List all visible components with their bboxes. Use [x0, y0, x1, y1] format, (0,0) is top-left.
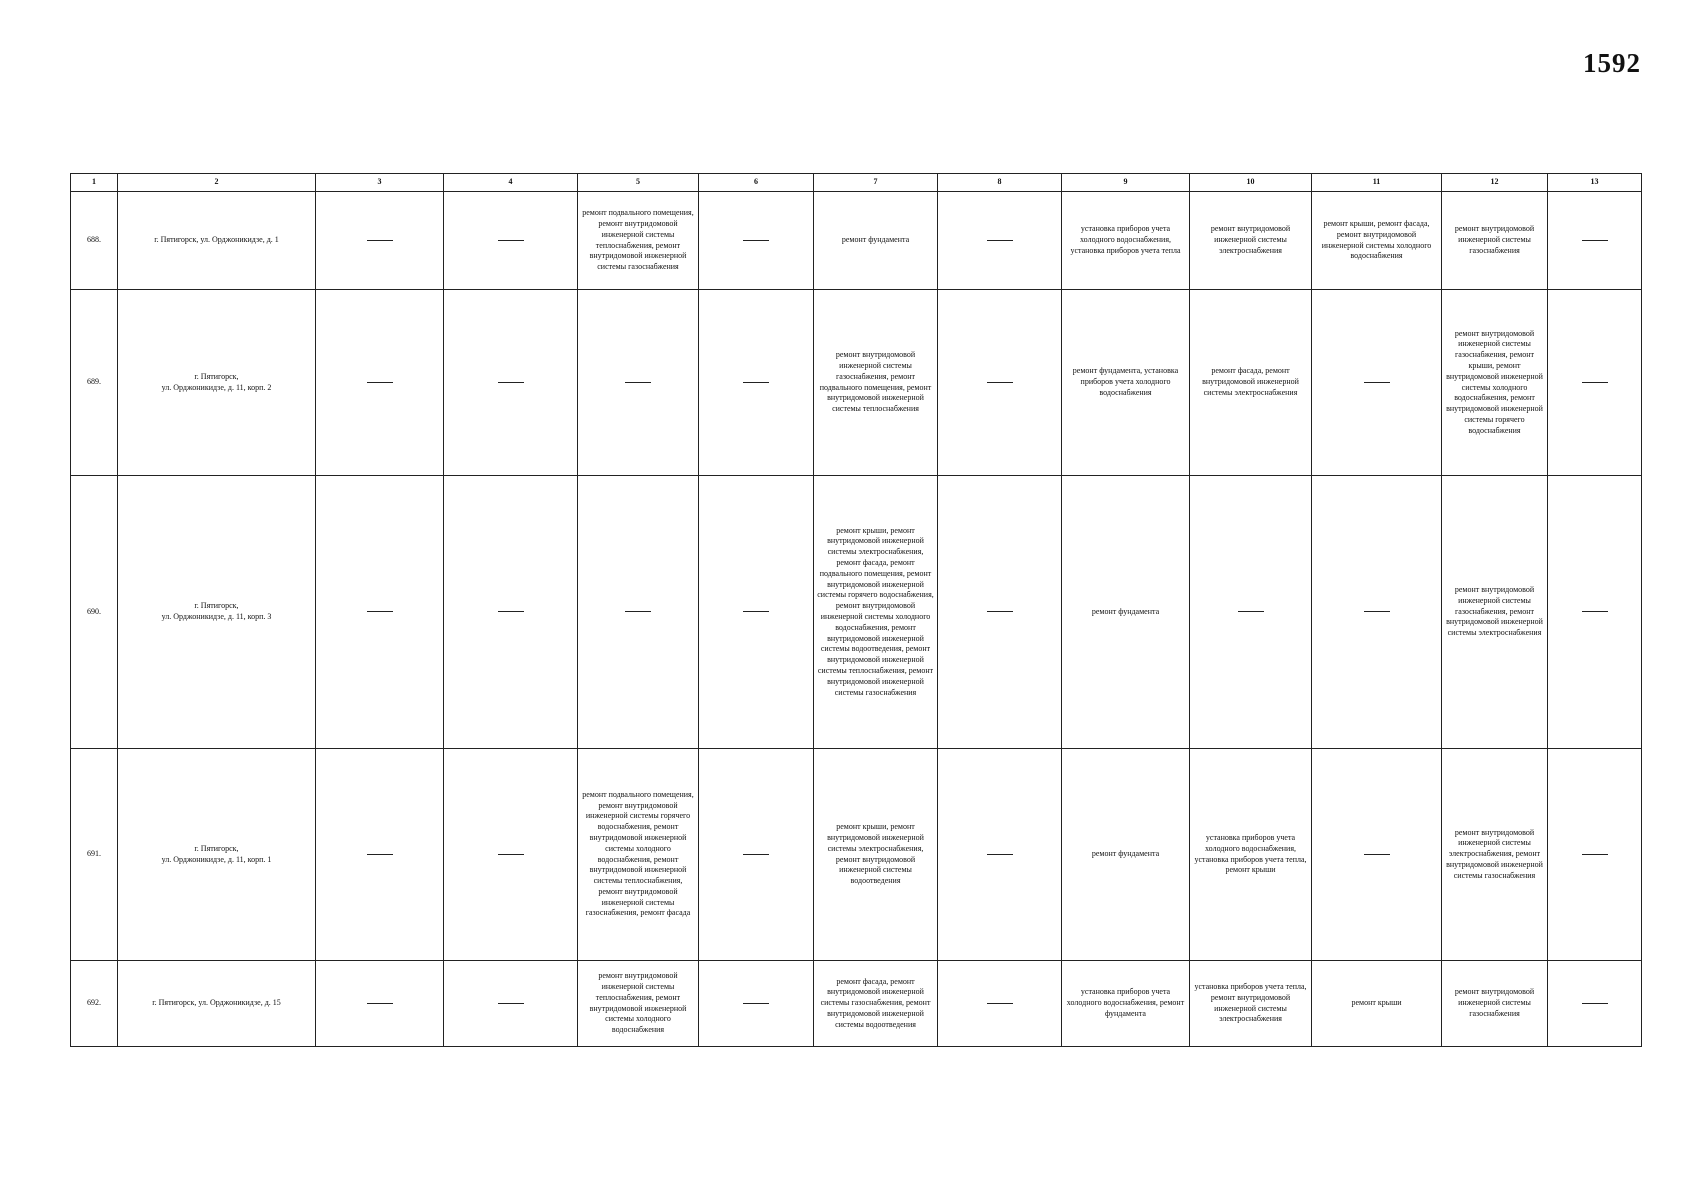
work-description-cell: ремонт крыши — [1312, 961, 1442, 1047]
empty-dash-cell — [699, 961, 814, 1047]
work-description-cell: ремонт фундамента — [1062, 749, 1190, 961]
address-cell — [118, 749, 316, 961]
col-header: 5 — [578, 174, 699, 192]
address-cell — [118, 192, 316, 290]
empty-dash-cell — [938, 476, 1062, 749]
work-description-cell: ремонт внутридомовой инженерной системы газоснабжения — [1442, 961, 1548, 1047]
empty-dash-cell — [316, 192, 444, 290]
dash-mark — [1582, 854, 1608, 855]
empty-dash-cell — [699, 749, 814, 961]
empty-dash-cell — [1312, 290, 1442, 476]
dash-mark — [498, 611, 524, 612]
dash-mark — [1238, 611, 1264, 612]
col-header: 13 — [1548, 174, 1642, 192]
dash-mark — [498, 854, 524, 855]
dash-mark — [367, 1003, 393, 1004]
col-header: 6 — [699, 174, 814, 192]
dash-mark — [987, 854, 1013, 855]
dash-mark — [1582, 611, 1608, 612]
empty-dash-cell — [316, 290, 444, 476]
work-description-cell: ремонт фундамента, установка приборов учета холодного водоснабжения — [1062, 290, 1190, 476]
table-row — [71, 192, 1642, 290]
row-number: 690. — [71, 476, 118, 749]
dash-mark — [498, 382, 524, 383]
table-row — [71, 290, 1642, 476]
row-number: 692. — [71, 961, 118, 1047]
row-number: 689. — [71, 290, 118, 476]
col-header: 11 — [1312, 174, 1442, 192]
dash-mark — [1364, 382, 1390, 383]
dash-mark — [743, 240, 769, 241]
address-line: ул. Орджоникидзе, д. 11, корп. 1 — [161, 854, 272, 864]
empty-dash-cell — [578, 290, 699, 476]
dash-mark — [743, 611, 769, 612]
dash-mark — [1364, 611, 1390, 612]
work-description-cell: установка приборов учета тепла, ремонт внутридомовой инженерной системы электроснабжения — [1190, 961, 1312, 1047]
empty-dash-cell — [444, 290, 578, 476]
dash-mark — [367, 611, 393, 612]
work-description-cell: ремонт подвального помещения, ремонт внутридомовой инженерной системы горячего водоснабжения, ремонт внутридомовой инженерной системы холодного водоснабжения, ремонт внутридомовой инженерной системы теплоснабжения, ремонт внутридомовой инженерной системы газоснабжения, ремонт фасада — [578, 749, 699, 961]
address-cell — [118, 290, 316, 476]
table-row — [71, 749, 1642, 961]
address-line: ул. Орджоникидзе, д. 11, корп. 2 — [161, 382, 272, 392]
work-description-cell: ремонт подвального помещения, ремонт внутридомовой инженерной системы теплоснабжения, ремонт внутридомовой инженерной системы газоснабжения — [578, 192, 699, 290]
col-header: 7 — [814, 174, 938, 192]
empty-dash-cell — [1548, 749, 1642, 961]
empty-dash-cell — [1190, 476, 1312, 749]
work-description-cell: ремонт крыши, ремонт внутридомовой инженерной системы электроснабжения, ремонт фасада, ремонт подвального помещения, ремонт внутридомовой инженерной системы горячего водоснабжения, ремонт внутридомовой инженерной системы холодного водоснабжения, ремонт внутридомовой инженерной системы водоотведения, ремонт внутридомовой инженерной системы теплоснабжения, ремонт внутридомовой инженерной системы газоснабжения — [814, 476, 938, 749]
dash-mark — [743, 1003, 769, 1004]
table-body — [71, 192, 1642, 1047]
work-description-cell: ремонт фасада, ремонт внутридомовой инженерной системы электроснабжения — [1190, 290, 1312, 476]
empty-dash-cell — [444, 749, 578, 961]
empty-dash-cell — [699, 290, 814, 476]
work-description-cell: ремонт внутридомовой инженерной системы газоснабжения — [1442, 192, 1548, 290]
empty-dash-cell — [1548, 192, 1642, 290]
row-number: 691. — [71, 749, 118, 961]
empty-dash-cell — [444, 476, 578, 749]
empty-dash-cell — [1548, 290, 1642, 476]
empty-dash-cell — [1312, 749, 1442, 961]
dash-mark — [367, 382, 393, 383]
empty-dash-cell — [316, 749, 444, 961]
dash-mark — [1582, 1003, 1608, 1004]
dash-mark — [625, 382, 651, 383]
table-row — [71, 476, 1642, 749]
empty-dash-cell — [316, 476, 444, 749]
address-line: г. Пятигорск, — [194, 843, 239, 853]
work-description-cell: установка приборов учета холодного водоснабжения, установка приборов учета тепла — [1062, 192, 1190, 290]
work-description-cell: установка приборов учета холодного водоснабжения, ремонт фундамента — [1062, 961, 1190, 1047]
dash-mark — [743, 854, 769, 855]
empty-dash-cell — [938, 961, 1062, 1047]
empty-dash-cell — [1548, 961, 1642, 1047]
work-description-cell: ремонт фасада, ремонт внутридомовой инженерной системы газоснабжения, ремонт внутридомовой инженерной системы водоотведения — [814, 961, 938, 1047]
address-line: г. Пятигорск, — [194, 601, 239, 611]
col-header: 8 — [938, 174, 1062, 192]
address-line: ул. Орджоникидзе, д. 11, корп. 3 — [161, 612, 272, 621]
empty-dash-cell — [316, 961, 444, 1047]
work-description-cell: установка приборов учета холодного водоснабжения, установка приборов учета тепла, ремонт крыши — [1190, 749, 1312, 961]
address-line: г. Пятигорск, ул. Орджоникидзе, д. 1 — [154, 235, 279, 245]
col-header: 2 — [118, 174, 316, 192]
empty-dash-cell — [1312, 476, 1442, 749]
empty-dash-cell — [699, 476, 814, 749]
empty-dash-cell — [1548, 476, 1642, 749]
empty-dash-cell — [444, 192, 578, 290]
work-description-cell: ремонт внутридомовой инженерной системы газоснабжения, ремонт подвального помещения, ремонт внутридомовой инженерной системы теплоснабжения — [814, 290, 938, 476]
empty-dash-cell — [578, 476, 699, 749]
col-header: 1 — [71, 174, 118, 192]
work-description-cell: ремонт внутридомовой инженерной системы газоснабжения, ремонт крыши, ремонт внутридомовой инженерной системы холодного водоснабжения, ремонт внутридомовой инженерной системы горячего водоснабжения — [1442, 290, 1548, 476]
dash-mark — [743, 382, 769, 383]
work-description-cell: ремонт внутридомовой инженерной системы газоснабжения, ремонт внутридомовой инженерной системы электроснабжения — [1442, 476, 1548, 749]
dash-mark — [367, 240, 393, 241]
work-description-cell: ремонт внутридомовой инженерной системы электроснабжения — [1190, 192, 1312, 290]
dash-mark — [1582, 382, 1608, 383]
address-cell — [118, 961, 316, 1047]
col-header: 9 — [1062, 174, 1190, 192]
empty-dash-cell — [938, 290, 1062, 476]
address-line: г. Пятигорск, ул. Орджоникидзе, д. 15 — [152, 998, 281, 1008]
empty-dash-cell — [699, 192, 814, 290]
dash-mark — [987, 240, 1013, 241]
page-number: 1592 — [1583, 48, 1641, 78]
work-description-cell: ремонт внутридомовой инженерной системы теплоснабжения, ремонт внутридомовой инженерной системы холодного водоснабжения — [578, 961, 699, 1047]
dash-mark — [625, 611, 651, 612]
header-row — [71, 174, 1642, 192]
address-line: г. Пятигорск, — [194, 371, 239, 381]
dash-mark — [987, 382, 1013, 383]
empty-dash-cell — [938, 749, 1062, 961]
col-header: 12 — [1442, 174, 1548, 192]
dash-mark — [1364, 854, 1390, 855]
dash-mark — [367, 854, 393, 855]
row-number: 688. — [71, 192, 118, 290]
work-description-cell: ремонт фундамента — [1062, 476, 1190, 749]
work-description-cell: ремонт фундамента — [814, 192, 938, 290]
work-description-cell: ремонт внутридомовой инженерной системы электроснабжения, ремонт внутридомовой инженерной системы газоснабжения — [1442, 749, 1548, 961]
address-cell — [118, 476, 316, 749]
dash-mark — [498, 240, 524, 241]
repair-schedule-table — [70, 173, 1642, 1047]
empty-dash-cell — [444, 961, 578, 1047]
dash-mark — [1582, 240, 1608, 241]
empty-dash-cell — [938, 192, 1062, 290]
work-description-cell: ремонт крыши, ремонт внутридомовой инженерной системы электроснабжения, ремонт внутридомовой инженерной системы водоотведения — [814, 749, 938, 961]
dash-mark — [498, 1003, 524, 1004]
col-header: 3 — [316, 174, 444, 192]
col-header: 10 — [1190, 174, 1312, 192]
col-header: 4 — [444, 174, 578, 192]
work-description-cell: ремонт крыши, ремонт фасада, ремонт внутридомовой инженерной системы холодного водоснабжения — [1312, 192, 1442, 290]
dash-mark — [987, 611, 1013, 612]
table-row — [71, 961, 1642, 1047]
dash-mark — [987, 1003, 1013, 1004]
